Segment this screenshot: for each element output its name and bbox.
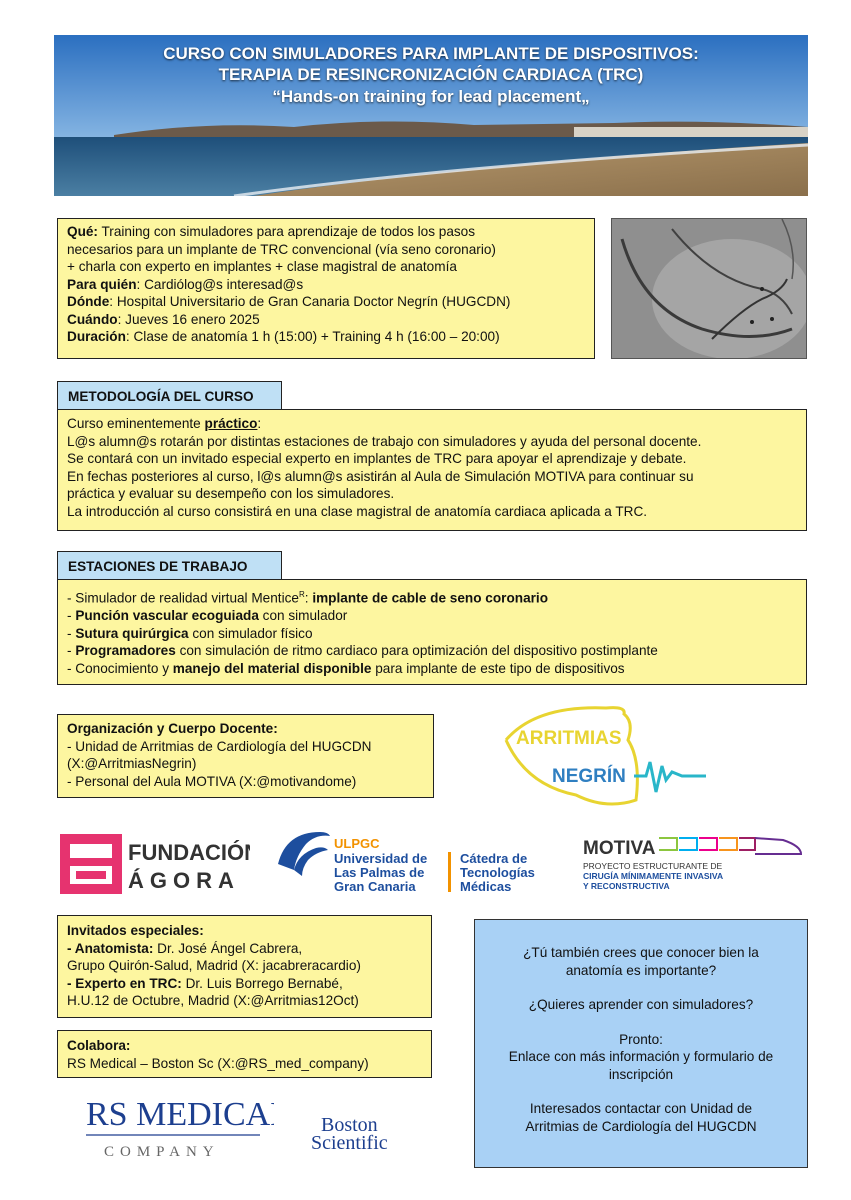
course-subtitle: “Hands-on training for lead placement„	[272, 87, 590, 106]
fundacion-agora-logo	[60, 832, 250, 896]
est-2a: -	[67, 608, 76, 624]
ulpgc-name-3: Gran Canaria	[334, 879, 416, 894]
course-details-box	[57, 218, 595, 359]
para-label: Para quién	[67, 276, 137, 292]
pronto-line2: inscripción	[608, 1066, 674, 1082]
colabora-text: RS Medical – Boston Sc (X:@RS_med_company)	[67, 1055, 369, 1071]
course-title-line2: TERAPIA DE RESINCRONIZACIÓN CARDIACA (TRC)	[218, 65, 644, 84]
boston-scientific-graphic	[305, 1115, 435, 1155]
organizacion-line1: - Unidad de Arritmias de Cardiología del HUGCDN	[67, 738, 372, 754]
est-4c: con simulación de ritmo cardiaco para optimización del dispositivo postimplante	[175, 643, 658, 659]
estaciones-box	[57, 579, 807, 685]
fundacion-logo-graphic	[60, 832, 250, 896]
est-1a: - Simulador de realidad virtual Mentice	[67, 590, 299, 606]
question-1a: ¿Tú también crees que conocer bien la	[523, 945, 759, 960]
contact-line1: Interesados contactar con Unidad de	[529, 1101, 753, 1116]
lead-fluoroscopy-graphic	[612, 219, 807, 359]
ulpgc-catedra-logo	[276, 824, 566, 896]
anatomista-name: Dr. José Ángel Cabrera,	[153, 940, 303, 956]
est-5a: - Conocimiento y	[67, 660, 173, 676]
cuando-label: Cuándo	[67, 311, 118, 327]
ulpgc-name-1: Universidad de	[334, 851, 428, 866]
metodologia-heading: METODOLOGÍA DEL CURSO	[57, 381, 282, 411]
est-5b: manejo del material disponible	[172, 660, 372, 676]
colabora-box	[57, 1030, 432, 1078]
negrin-text: NEGRÍN	[552, 766, 626, 787]
motiva-sub-3: Y RECONSTRUCTIVA	[583, 881, 670, 891]
fundacion-text: FUNDACIÓN	[128, 840, 250, 865]
duracion-line	[67, 328, 585, 346]
metodologia-line1	[67, 415, 797, 433]
rs-medical-graphic	[84, 1093, 274, 1165]
estacion-item	[67, 586, 797, 607]
para-text: : Cardiólog@s interesad@s	[136, 276, 304, 292]
que-line2: necesarios para un implante de TRC convencional (vía seno coronario)	[67, 241, 496, 257]
metodologia-box	[57, 409, 807, 531]
estacion-item	[67, 660, 797, 678]
rs-text: RS MEDICAL	[86, 1096, 274, 1133]
est-5c: para implante de este tipo de dispositivos	[371, 660, 625, 676]
organizacion-title: Organización y Cuerpo Docente:	[67, 721, 278, 736]
header-banner	[54, 35, 808, 196]
metodologia-line5: práctica y evaluar su desempeño con los simuladores.	[67, 486, 395, 501]
anatomista-affiliation: Grupo Quirón-Salud, Madrid (X: jacabreracardio)	[67, 958, 361, 973]
est-3c: con simulador físico	[188, 625, 313, 641]
pronto-line1: Enlace con más información y formulario de	[508, 1049, 774, 1064]
arritmias-logo-graphic	[496, 700, 716, 810]
que-line3: + charla con experto en implantes + clase magistral de anatomía	[67, 259, 457, 274]
motiva-sub-1: PROYECTO ESTRUCTURANTE DE	[583, 861, 723, 871]
motiva-logo-graphic	[583, 832, 805, 896]
motiva-sub-2: CIRUGÍA MÍNIMAMENTE INVASIVA	[583, 871, 724, 881]
donde-label: Dónde	[67, 294, 110, 309]
boston-text: Boston	[321, 1115, 378, 1136]
catedra-1: Cátedra de	[460, 851, 528, 866]
meto-colon: :	[257, 416, 262, 431]
invitados-title: Invitados especiales:	[67, 923, 204, 938]
question-2: ¿Quieres aprender con simuladores?	[528, 997, 754, 1012]
metodologia-line4: En fechas posteriores al curso, l@s alumn@s asistirán al Aula de Simulación MOTIVA para continuar su	[67, 468, 694, 484]
fluoroscopy-image	[611, 218, 807, 359]
organizacion-box	[57, 714, 434, 798]
ulpgc-name-2: Las Palmas de	[334, 865, 425, 880]
donde-text: : Hospital Universitario de Gran Canaria Doctor Negrín (HUGCDN)	[109, 294, 511, 309]
estaciones-heading: ESTACIONES DE TRABAJO	[57, 551, 282, 581]
cuando-text: : Jueves 16 enero 2025	[117, 311, 260, 327]
est-2c: con simulador	[258, 608, 348, 624]
ulpgc-logo-graphic	[276, 824, 566, 896]
que-line1	[67, 223, 585, 241]
estacion-item	[67, 642, 797, 660]
organizacion-line3: - Personal del Aula MOTIVA (X:@motivandome)	[67, 773, 357, 789]
est-1-sup: R	[298, 590, 305, 599]
catedra-2: Tecnologías	[460, 865, 535, 880]
info-box	[474, 919, 808, 1168]
catedra-3: Médicas	[460, 879, 512, 894]
metodologia-line6: La introducción al curso consistirá en una clase magistral de anatomía cardiaca aplicada a TRC.	[67, 503, 648, 519]
metodologia-line3: Se contará con un invitado especial experto en implantes de TRC para apoyar el aprendizaje y debate.	[67, 451, 687, 466]
est-4a: -	[67, 643, 76, 659]
rs-medical-logo	[84, 1093, 274, 1165]
estacion-item	[67, 607, 797, 625]
organizacion-line2: (X:@ArritmiasNegrin)	[67, 756, 197, 771]
meto-practico: práctico	[204, 416, 258, 431]
boston-scientific-logo	[305, 1115, 435, 1155]
experto-line	[67, 975, 422, 993]
para-quien-line	[67, 276, 585, 294]
question-1b: anatomía es importante?	[565, 962, 717, 978]
est-3a: -	[67, 625, 76, 641]
colabora-title: Colabora:	[67, 1038, 131, 1053]
motiva-text: MOTIVA	[583, 838, 656, 859]
est-4b: Programadores	[75, 643, 176, 659]
rs-company-text: COMPANY	[104, 1144, 220, 1160]
que-label: Qué:	[67, 224, 98, 239]
arritmias-text: ARRITMIAS	[516, 728, 622, 749]
scientific-text: Scientific	[311, 1132, 388, 1154]
est-1b: :	[304, 590, 313, 606]
est-3b: Sutura quirúrgica	[75, 625, 189, 641]
donde-line	[67, 293, 585, 311]
agora-text: ÁGORA	[128, 868, 240, 893]
est-1c: implante de cable de seno coronario	[312, 590, 548, 606]
duracion-label: Duración	[67, 329, 126, 344]
que-text: Training con simuladores para aprendizaje de todos los pasos	[97, 224, 476, 239]
ulpgc-acronym: ULPGC	[334, 836, 380, 851]
anatomista-line	[67, 940, 422, 958]
estacion-item	[67, 625, 797, 643]
metodologia-line2: L@s alumn@s rotarán por distintas estaciones de trabajo con simuladores y ayuda del personal docente.	[67, 433, 702, 449]
experto-label: - Experto en TRC:	[67, 975, 182, 991]
anatomista-label: - Anatomista:	[67, 940, 154, 956]
est-2b: Punción vascular ecoguiada	[75, 608, 259, 624]
course-title-line1: CURSO CON SIMULADORES PARA IMPLANTE DE DISPOSITIVOS:	[163, 44, 699, 63]
invitados-box	[57, 915, 432, 1018]
experto-name: Dr. Luis Borrego Bernabé,	[181, 975, 343, 991]
contact-line2: Arritmias de Cardiología del HUGCDN	[525, 1118, 757, 1134]
pronto-label: Pronto:	[619, 1031, 663, 1047]
duracion-text: : Clase de anatomía 1 h (15:00) + Training 4 h (16:00 – 20:00)	[125, 329, 500, 344]
experto-affiliation: H.U.12 de Octubre, Madrid (X:@Arritmias12Oct)	[67, 993, 359, 1008]
meto-text-a: Curso eminentemente	[67, 416, 205, 431]
cuando-line	[67, 311, 585, 329]
motiva-logo	[583, 832, 805, 896]
arritmias-negrin-logo	[496, 700, 716, 810]
